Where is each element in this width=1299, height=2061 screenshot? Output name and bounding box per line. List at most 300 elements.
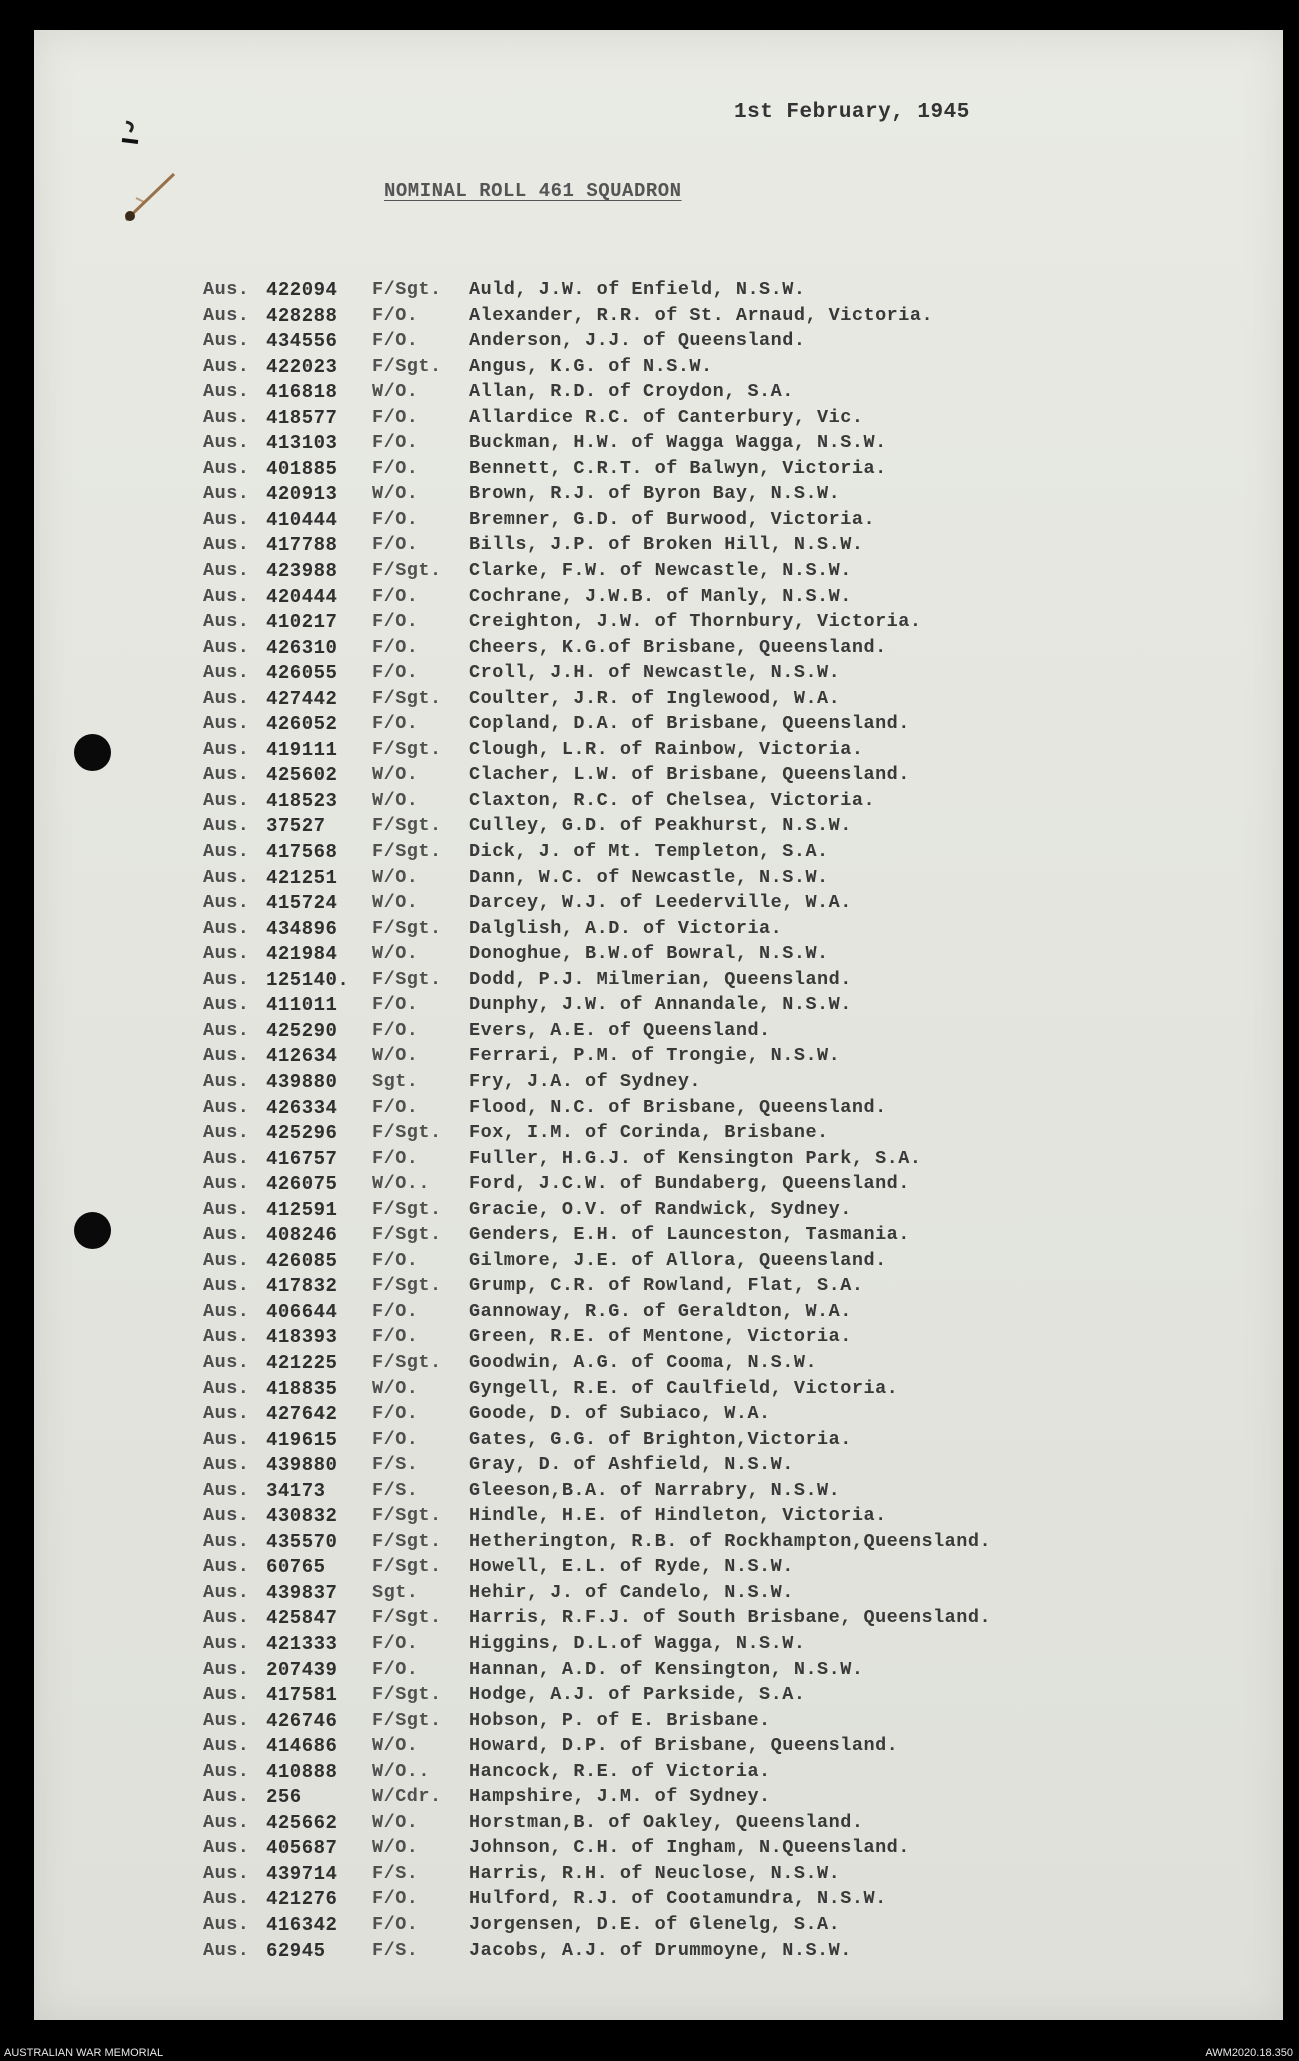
rank: F/O.: [372, 304, 419, 326]
rank: F/Sgt.: [372, 1275, 442, 1297]
member-name: Cochrane, J.W.B. of Manly, N.S.W.: [469, 585, 852, 607]
roll-entry: [34, 1402, 1283, 1428]
rank: W/O.: [372, 1811, 419, 1833]
roll-entry: [34, 1070, 1283, 1096]
rank: W/O.: [372, 764, 419, 786]
roll-entry: [34, 1428, 1283, 1454]
member-name: Goodwin, A.G. of Cooma, N.S.W.: [469, 1351, 818, 1373]
service-prefix: Aus.: [203, 534, 250, 556]
rank: W/Cdr.: [372, 1786, 442, 1808]
service-number: 428288: [266, 304, 338, 327]
roll-entry: [34, 661, 1283, 687]
service-number: 416342: [266, 1914, 338, 1936]
rank: W/O.: [372, 1837, 419, 1859]
roll-entry: [34, 712, 1283, 738]
service-number: 439837: [266, 1581, 338, 1604]
service-number: 410888: [266, 1760, 338, 1783]
service-prefix: Aus.: [203, 1581, 250, 1603]
roll-entry: [34, 687, 1283, 713]
service-prefix: Aus.: [203, 968, 250, 990]
service-number: 427642: [266, 1403, 338, 1426]
service-prefix: Aus.: [203, 1684, 250, 1706]
rank: F/O.: [372, 1888, 419, 1910]
roll-entry: [34, 1658, 1283, 1684]
roll-entry: [34, 329, 1283, 355]
roll-entry: [34, 610, 1283, 636]
roll-entry: [34, 891, 1283, 917]
service-number: 417568: [266, 841, 338, 864]
member-name: Hampshire, J.M. of Sydney.: [469, 1786, 771, 1808]
roll-entry: [34, 763, 1283, 789]
roll-entry: [34, 1377, 1283, 1403]
rank: W/O.: [372, 1045, 419, 1067]
rank: F/O.: [372, 330, 419, 352]
service-number: 425602: [266, 764, 338, 787]
roll-entry: [34, 968, 1283, 994]
rank: F/S.: [372, 1862, 419, 1884]
roll-entry: [34, 1939, 1283, 1965]
roll-entry: [34, 1147, 1283, 1173]
document-heading: NOMINAL ROLL 461 SQUADRON: [384, 180, 682, 202]
service-prefix: Aus.: [203, 1556, 250, 1578]
service-prefix: Aus.: [203, 1300, 250, 1322]
member-name: Dann, W.C. of Newcastle, N.S.W.: [469, 866, 829, 888]
service-number: 207439: [266, 1658, 338, 1681]
roll-entry: [34, 917, 1283, 943]
member-name: Hobson, P. of E. Brisbane.: [469, 1709, 771, 1731]
member-name: Claxton, R.C. of Chelsea, Victoria.: [469, 789, 876, 811]
member-name: Gracie, O.V. of Randwick, Sydney.: [469, 1198, 852, 1220]
service-number: 422094: [266, 279, 338, 301]
service-prefix: Aus.: [203, 1045, 250, 1067]
member-name: Jacobs, A.J. of Drummoyne, N.S.W.: [469, 1939, 852, 1961]
service-number: 426052: [266, 713, 338, 736]
service-number: 417832: [266, 1275, 338, 1298]
roll-entry: [34, 1836, 1283, 1862]
service-prefix: Aus.: [203, 611, 250, 633]
member-name: Grump, C.R. of Rowland, Flat, S.A.: [469, 1275, 864, 1297]
service-number: 405687: [266, 1837, 338, 1860]
staple-mark: [120, 118, 142, 158]
member-name: Higgins, D.L.of Wagga, N.S.W.: [469, 1632, 806, 1654]
rank: W/O.: [372, 866, 419, 888]
roll-entry: [34, 993, 1283, 1019]
service-number: 439714: [266, 1862, 338, 1885]
rank: F/O.: [372, 636, 419, 658]
service-prefix: Aus.: [203, 764, 250, 786]
service-prefix: Aus.: [203, 457, 250, 479]
member-name: Hannan, A.D. of Kensington, N.S.W.: [469, 1658, 864, 1680]
member-name: Howell, E.L. of Ryde, N.S.W.: [469, 1556, 794, 1578]
roll-entry: [34, 1606, 1283, 1632]
rank: F/O.: [372, 1019, 419, 1041]
roll-entry: [34, 1504, 1283, 1530]
roll-entry: [34, 1479, 1283, 1505]
roll-entry: [34, 1811, 1283, 1837]
rank: F/O.: [372, 1147, 419, 1169]
service-prefix: Aus.: [203, 1019, 250, 1041]
member-name: Ford, J.C.W. of Bundaberg, Queensland.: [469, 1173, 910, 1195]
service-number: 439880: [266, 1454, 338, 1477]
rust-mark: [116, 168, 186, 226]
roll-entry: [34, 1887, 1283, 1913]
roll-entry: [34, 533, 1283, 559]
member-name: Hehir, J. of Candelo, N.S.W.: [469, 1581, 794, 1603]
service-prefix: Aus.: [203, 304, 250, 326]
member-name: Coulter, J.R. of Inglewood, W.A.: [469, 687, 841, 709]
rank: F/O.: [372, 534, 419, 556]
roll-entry: [34, 406, 1283, 432]
member-name: Culley, G.D. of Peakhurst, N.S.W.: [469, 815, 852, 837]
service-prefix: Aus.: [203, 1070, 250, 1092]
member-name: Hetherington, R.B. of Rockhampton,Queensland.: [469, 1530, 992, 1552]
roll-entry: [34, 508, 1283, 534]
service-prefix: Aus.: [203, 815, 250, 837]
service-prefix: Aus.: [203, 1249, 250, 1271]
rank: F/O.: [372, 1428, 419, 1450]
roll-entry: [34, 840, 1283, 866]
service-prefix: Aus.: [203, 1888, 250, 1910]
rank: F/Sgt.: [372, 1351, 442, 1373]
service-number: 417581: [266, 1684, 338, 1707]
member-name: Green, R.E. of Mentone, Victoria.: [469, 1326, 852, 1348]
service-prefix: Aus.: [203, 508, 250, 530]
rank: F/Sgt.: [372, 560, 442, 582]
member-name: Clacher, L.W. of Brisbane, Queensland.: [469, 764, 910, 786]
roll-entry: [34, 1555, 1283, 1581]
roll-entry: [34, 1198, 1283, 1224]
rank: F/O.: [372, 713, 419, 735]
roll-entry: [34, 1862, 1283, 1888]
service-number: 421251: [266, 866, 338, 889]
rank: F/Sgt.: [372, 738, 442, 760]
member-name: Gates, G.G. of Brighton,Victoria.: [469, 1428, 852, 1450]
member-name: Allan, R.D. of Croydon, S.A.: [469, 381, 794, 403]
service-prefix: Aus.: [203, 1454, 250, 1476]
roll-entry: [34, 304, 1283, 330]
member-name: Gleeson,B.A. of Narrabry, N.S.W.: [469, 1479, 841, 1501]
rank: F/S.: [372, 1454, 419, 1476]
service-number: 430832: [266, 1505, 338, 1528]
service-prefix: Aus.: [203, 738, 250, 760]
member-name: Donoghue, B.W.of Bowral, N.S.W.: [469, 943, 829, 965]
service-number: 412634: [266, 1045, 338, 1068]
rank: F/Sgt.: [372, 355, 442, 377]
service-number: 419615: [266, 1428, 338, 1451]
service-prefix: Aus.: [203, 1760, 250, 1782]
service-prefix: Aus.: [203, 1709, 250, 1731]
service-prefix: Aus.: [203, 687, 250, 709]
service-number: 401885: [266, 457, 338, 480]
roll-entry: [34, 866, 1283, 892]
service-prefix: Aus.: [203, 994, 250, 1016]
roll-entry: [34, 789, 1283, 815]
member-name: Jorgensen, D.E. of Glenelg, S.A.: [469, 1914, 841, 1935]
service-prefix: Aus.: [203, 662, 250, 684]
service-number: 416818: [266, 381, 338, 404]
service-number: 425847: [266, 1607, 338, 1630]
service-number: 426334: [266, 1096, 338, 1119]
member-name: Gyngell, R.E. of Caulfield, Victoria.: [469, 1377, 899, 1399]
rank: F/Sgt.: [372, 815, 442, 837]
member-name: Howard, D.P. of Brisbane, Queensland.: [469, 1735, 899, 1757]
service-prefix: Aus.: [203, 1275, 250, 1297]
rank: F/O.: [372, 1249, 419, 1271]
rank: F/Sgt.: [372, 1198, 442, 1220]
service-prefix: Aus.: [203, 1632, 250, 1654]
service-number: 426746: [266, 1709, 338, 1732]
member-name: Copland, D.A. of Brisbane, Queensland.: [469, 713, 910, 735]
roll-entry: [34, 431, 1283, 457]
document-date: 1st February, 1945: [734, 101, 970, 124]
rank: W/O.: [372, 1735, 419, 1757]
service-number: 425290: [266, 1019, 338, 1042]
archive-reference: AWM2020.18.350: [1205, 2047, 1293, 2059]
roll-entry: [34, 1044, 1283, 1070]
member-name: Goode, D. of Subiaco, W.A.: [469, 1403, 771, 1425]
member-name: Ferrari, P.M. of Trongie, N.S.W.: [469, 1045, 841, 1067]
service-prefix: Aus.: [203, 1326, 250, 1348]
service-number: 419111: [266, 738, 338, 761]
service-number: 439880: [266, 1070, 338, 1093]
rank: F/O.: [372, 1403, 419, 1425]
member-name: Bremner, G.D. of Burwood, Victoria.: [469, 508, 876, 530]
roll-entry: [34, 1530, 1283, 1556]
service-number: 60765: [266, 1556, 326, 1579]
rank: W/O..: [372, 1760, 431, 1782]
rank: F/O.: [372, 1300, 419, 1322]
service-prefix: Aus.: [203, 1505, 250, 1527]
service-prefix: Aus.: [203, 1377, 250, 1399]
member-name: Angus, K.G. of N.S.W.: [469, 355, 713, 377]
service-prefix: Aus.: [203, 1096, 250, 1118]
roll-entry: [34, 1223, 1283, 1249]
roll-entry: [34, 1581, 1283, 1607]
roll-entry: [34, 1325, 1283, 1351]
rank: F/O.: [372, 1632, 419, 1654]
rank: F/Sgt.: [372, 1530, 442, 1552]
service-prefix: Aus.: [203, 917, 250, 939]
service-prefix: Aus.: [203, 560, 250, 582]
rank: F/O.: [372, 1326, 419, 1348]
rank: F/O.: [372, 1096, 419, 1118]
rank: F/Sgt.: [372, 1505, 442, 1527]
service-number: 426055: [266, 662, 338, 685]
member-name: Creighton, J.W. of Thornbury, Victoria.: [469, 611, 922, 633]
service-number: 418393: [266, 1326, 338, 1349]
service-prefix: Aus.: [203, 789, 250, 811]
service-number: 418835: [266, 1377, 338, 1400]
service-number: 423988: [266, 560, 338, 583]
rank: F/O.: [372, 994, 419, 1016]
roll-entry: [34, 636, 1283, 662]
service-number: 412591: [266, 1198, 338, 1221]
service-prefix: Aus.: [203, 1147, 250, 1169]
roll-entry: [34, 355, 1283, 381]
roll-entry: [34, 1121, 1283, 1147]
service-prefix: Aus.: [203, 432, 250, 454]
rank: F/Sgt.: [372, 1607, 442, 1629]
member-name: Hodge, A.J. of Parkside, S.A.: [469, 1684, 806, 1706]
member-name: Dunphy, J.W. of Annandale, N.S.W.: [469, 994, 852, 1016]
service-number: 411011: [266, 994, 338, 1017]
member-name: Cheers, K.G.of Brisbane, Queensland.: [469, 636, 887, 658]
service-prefix: Aus.: [203, 1224, 250, 1246]
service-prefix: Aus.: [203, 1479, 250, 1501]
roll-entry: [34, 1300, 1283, 1326]
service-number: 417788: [266, 534, 338, 557]
service-number: 410444: [266, 508, 338, 531]
service-prefix: Aus.: [203, 355, 250, 377]
service-prefix: Aus.: [203, 585, 250, 607]
service-number: 62945: [266, 1939, 326, 1962]
member-name: Bills, J.P. of Broken Hill, N.S.W.: [469, 534, 864, 556]
member-name: Fuller, H.G.J. of Kensington Park, S.A.: [469, 1147, 922, 1169]
roll-entry: [34, 738, 1283, 764]
rank: F/O.: [372, 406, 419, 428]
service-number: 418577: [266, 406, 338, 429]
service-number: 414686: [266, 1735, 338, 1758]
service-number: 408246: [266, 1224, 338, 1247]
service-number: 420444: [266, 585, 338, 608]
member-name: Bennett, C.R.T. of Balwyn, Victoria.: [469, 457, 887, 479]
service-prefix: Aus.: [203, 1403, 250, 1425]
service-prefix: Aus.: [203, 1173, 250, 1195]
service-number: 410217: [266, 611, 338, 634]
service-number: 426075: [266, 1173, 338, 1196]
rank: F/Sgt.: [372, 279, 442, 300]
service-number: 421225: [266, 1351, 338, 1374]
member-name: Harris, R.H. of Neuclose, N.S.W.: [469, 1862, 841, 1884]
member-name: Dick, J. of Mt. Templeton, S.A.: [469, 841, 829, 863]
service-prefix: Aus.: [203, 866, 250, 888]
rank: F/O.: [372, 457, 419, 479]
member-name: Buckman, H.W. of Wagga Wagga, N.S.W.: [469, 432, 887, 454]
member-name: Allardice R.C. of Canterbury, Vic.: [469, 406, 864, 428]
rank: F/Sgt.: [372, 1122, 442, 1144]
service-prefix: Aus.: [203, 841, 250, 863]
roll-entry: [34, 585, 1283, 611]
rank: F/O.: [372, 1914, 419, 1935]
member-name: Brown, R.J. of Byron Bay, N.S.W.: [469, 483, 841, 505]
service-number: 421984: [266, 943, 338, 966]
service-prefix: Aus.: [203, 1837, 250, 1859]
member-name: Darcey, W.J. of Leederville, W.A.: [469, 892, 852, 914]
rank: F/Sgt.: [372, 1224, 442, 1246]
rank: F/O.: [372, 611, 419, 633]
service-prefix: Aus.: [203, 1658, 250, 1680]
roll-entry: [34, 1249, 1283, 1275]
service-prefix: Aus.: [203, 483, 250, 505]
roll-entry: [34, 1913, 1283, 1939]
roll-entry: [34, 1453, 1283, 1479]
roll-entry: [34, 1734, 1283, 1760]
service-prefix: Aus.: [203, 636, 250, 658]
service-number: 256: [266, 1786, 302, 1809]
service-number: 434556: [266, 330, 338, 353]
service-prefix: Aus.: [203, 330, 250, 352]
member-name: Dalglish, A.D. of Victoria.: [469, 917, 783, 939]
service-number: 416757: [266, 1147, 338, 1170]
service-prefix: Aus.: [203, 1811, 250, 1833]
service-number: 421276: [266, 1888, 338, 1911]
roll-entry: [34, 814, 1283, 840]
rank: F/Sgt.: [372, 687, 442, 709]
service-prefix: Aus.: [203, 713, 250, 735]
member-name: Fry, J.A. of Sydney.: [469, 1070, 702, 1092]
member-name: Alexander, R.R. of St. Arnaud, Victoria.: [469, 304, 934, 326]
member-name: Flood, N.C. of Brisbane, Queensland.: [469, 1096, 887, 1118]
roll-entry: [34, 1683, 1283, 1709]
service-number: 406644: [266, 1300, 338, 1323]
service-number: 125140.: [266, 968, 350, 991]
service-number: 34173: [266, 1479, 326, 1502]
member-name: Harris, R.F.J. of South Brisbane, Queensland.: [469, 1607, 992, 1629]
member-name: Johnson, C.H. of Ingham, N.Queensland.: [469, 1837, 910, 1859]
service-number: 427442: [266, 687, 338, 710]
roll-entry: [34, 1274, 1283, 1300]
service-number: 37527: [266, 815, 326, 838]
rank: Sgt.: [372, 1070, 419, 1092]
service-prefix: Aus.: [203, 1198, 250, 1220]
service-prefix: Aus.: [203, 1530, 250, 1552]
service-number: 425296: [266, 1122, 338, 1145]
rank: Sgt.: [372, 1581, 419, 1603]
rank: F/O.: [372, 585, 419, 607]
service-prefix: Aus.: [203, 1607, 250, 1629]
service-prefix: Aus.: [203, 406, 250, 428]
rank: F/O.: [372, 1658, 419, 1680]
service-prefix: Aus.: [203, 1428, 250, 1450]
service-prefix: Aus.: [203, 1862, 250, 1884]
member-name: Gray, D. of Ashfield, N.S.W.: [469, 1454, 794, 1476]
service-prefix: Aus.: [203, 1351, 250, 1373]
member-name: Genders, E.H. of Launceston, Tasmania.: [469, 1224, 910, 1246]
service-number: 418523: [266, 789, 338, 812]
service-prefix: Aus.: [203, 279, 250, 300]
service-prefix: Aus.: [203, 381, 250, 403]
member-name: Horstman,B. of Oakley, Queensland.: [469, 1811, 864, 1833]
rank: W/O.: [372, 892, 419, 914]
roll-entry: [34, 380, 1283, 406]
roll-entry: [34, 1709, 1283, 1735]
member-name: Clough, L.R. of Rainbow, Victoria.: [469, 738, 864, 760]
roll-entry: [34, 1632, 1283, 1658]
roll-entry: [34, 1096, 1283, 1122]
service-number: 434896: [266, 917, 338, 940]
service-number: 435570: [266, 1530, 338, 1553]
service-number: 426310: [266, 636, 338, 659]
rank: W/O.: [372, 1377, 419, 1399]
rank: W/O..: [372, 1173, 431, 1195]
member-name: Hindle, H.E. of Hindleton, Victoria.: [469, 1505, 887, 1527]
service-number: 422023: [266, 355, 338, 378]
member-name: Gannoway, R.G. of Geraldton, W.A.: [469, 1300, 852, 1322]
rank: F/Sgt.: [372, 1684, 442, 1706]
service-number: 420913: [266, 483, 338, 506]
service-number: 415724: [266, 892, 338, 915]
rank: F/Sgt.: [372, 968, 442, 990]
roll-entry: [34, 1172, 1283, 1198]
service-prefix: Aus.: [203, 1786, 250, 1808]
member-name: Fox, I.M. of Corinda, Brisbane.: [469, 1122, 829, 1144]
service-prefix: Aus.: [203, 1939, 250, 1961]
rank: W/O.: [372, 483, 419, 505]
rank: W/O.: [372, 943, 419, 965]
rank: F/O.: [372, 662, 419, 684]
member-name: Clarke, F.W. of Newcastle, N.S.W.: [469, 560, 852, 582]
punch-hole: [74, 734, 111, 771]
